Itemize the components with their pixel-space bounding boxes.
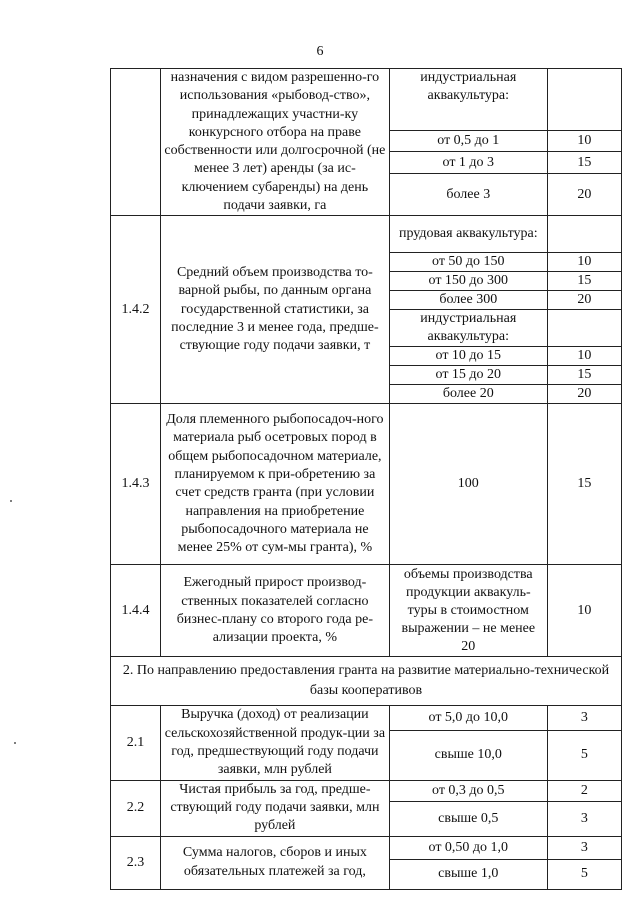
criterion-number: 1.4.2 [111, 216, 161, 404]
option-score: 10 [547, 347, 621, 366]
option-range: от 0,5 до 1 [389, 131, 547, 151]
option-header: индустриальная аквакультура: [389, 310, 547, 347]
option-value: 100 [389, 404, 547, 565]
option-range: от 10 до 15 [389, 347, 547, 366]
criterion-text: Ежегодный прирост производ-ственных показателей согласно бизнес-плану со второго года ре-ализации проекта, % [160, 565, 389, 657]
criterion-text: Средний объем производства то-варной рыбы, по данным органа государственной статистики, за последние 3 и менее года, предше-ствующие году подачи заявки, т [160, 216, 389, 404]
option-range: от 5,0 до 10,0 [389, 706, 547, 730]
option-range: свыше 1,0 [389, 859, 547, 889]
option-range: от 0,50 до 1,0 [389, 836, 547, 859]
scan-speck [14, 742, 16, 744]
option-score: 10 [547, 253, 621, 272]
option-score: 3 [547, 836, 621, 859]
criterion-text: Чистая прибыль за год, предше-ствующий году подачи заявки, млн рублей [160, 780, 389, 836]
option-score: 15 [547, 366, 621, 385]
criterion-number: 2.2 [111, 780, 161, 836]
option-score: 20 [547, 174, 621, 216]
option-score: 10 [547, 565, 621, 657]
option-header: прудовая аквакультура: [389, 216, 547, 253]
criterion-text: Доля племенного рыбопосадоч-ного материала рыб осетровых пород в общем рыбопосадочном материале, планируемом к при-обретению за счет средств гранта (при условии направления на приобретение рыбопосадочного материала не менее 25% от сум-мы гранта), % [160, 404, 389, 565]
empty-score-cell [547, 216, 621, 253]
option-score: 20 [547, 291, 621, 310]
section-title: 2. По направлению предоставления гранта на развитие материально-технической базы кооперативов [111, 657, 622, 706]
option-score: 15 [547, 151, 621, 174]
empty-score-cell [547, 310, 621, 347]
option-score: 3 [547, 706, 621, 730]
option-score: 20 [547, 385, 621, 404]
option-range: от 150 до 300 [389, 272, 547, 291]
scan-speck [10, 500, 12, 502]
page-number: 6 [316, 44, 324, 59]
option-score: 10 [547, 131, 621, 151]
criterion-number [111, 69, 161, 216]
option-score: 5 [547, 730, 621, 780]
option-range: более 300 [389, 291, 547, 310]
option-range: от 50 до 150 [389, 253, 547, 272]
option-score: 2 [547, 780, 621, 801]
option-range: от 0,3 до 0,5 [389, 780, 547, 801]
option-range: свыше 0,5 [389, 801, 547, 836]
empty-score-cell [547, 69, 621, 131]
option-score: 5 [547, 859, 621, 889]
option-range: более 20 [389, 385, 547, 404]
option-range: от 15 до 20 [389, 366, 547, 385]
criterion-text: Сумма налогов, сборов и иных обязательных платежей за год, [160, 836, 389, 889]
criterion-text: Выручка (доход) от реализации сельскохозяйственной продук-ции за год, предшествующий году подачи заявки, млн рублей [160, 706, 389, 780]
option-range: от 1 до 3 [389, 151, 547, 174]
criterion-number: 1.4.4 [111, 565, 161, 657]
criterion-text: назначения с видом разрешенно-го использования «рыбовод-ство», принадлежащих участни-ку конкурсного отбора на праве собственности или долгосрочной (не менее 3 лет) аренды (за ис-ключением субаренды) на день подачи заявки, га [160, 69, 389, 216]
option-range: более 3 [389, 174, 547, 216]
criterion-number: 2.1 [111, 706, 161, 780]
criterion-number: 1.4.3 [111, 404, 161, 565]
criterion-number: 2.3 [111, 836, 161, 889]
criteria-table [110, 68, 622, 890]
option-header: индустриальная аквакультура: [389, 69, 547, 131]
option-score: 15 [547, 272, 621, 291]
option-value: объемы производства продукции аквакуль-туры в стоимостном выражении – не менее 20 [389, 565, 547, 657]
option-range: свыше 10,0 [389, 730, 547, 780]
option-score: 15 [547, 404, 621, 565]
option-score: 3 [547, 801, 621, 836]
